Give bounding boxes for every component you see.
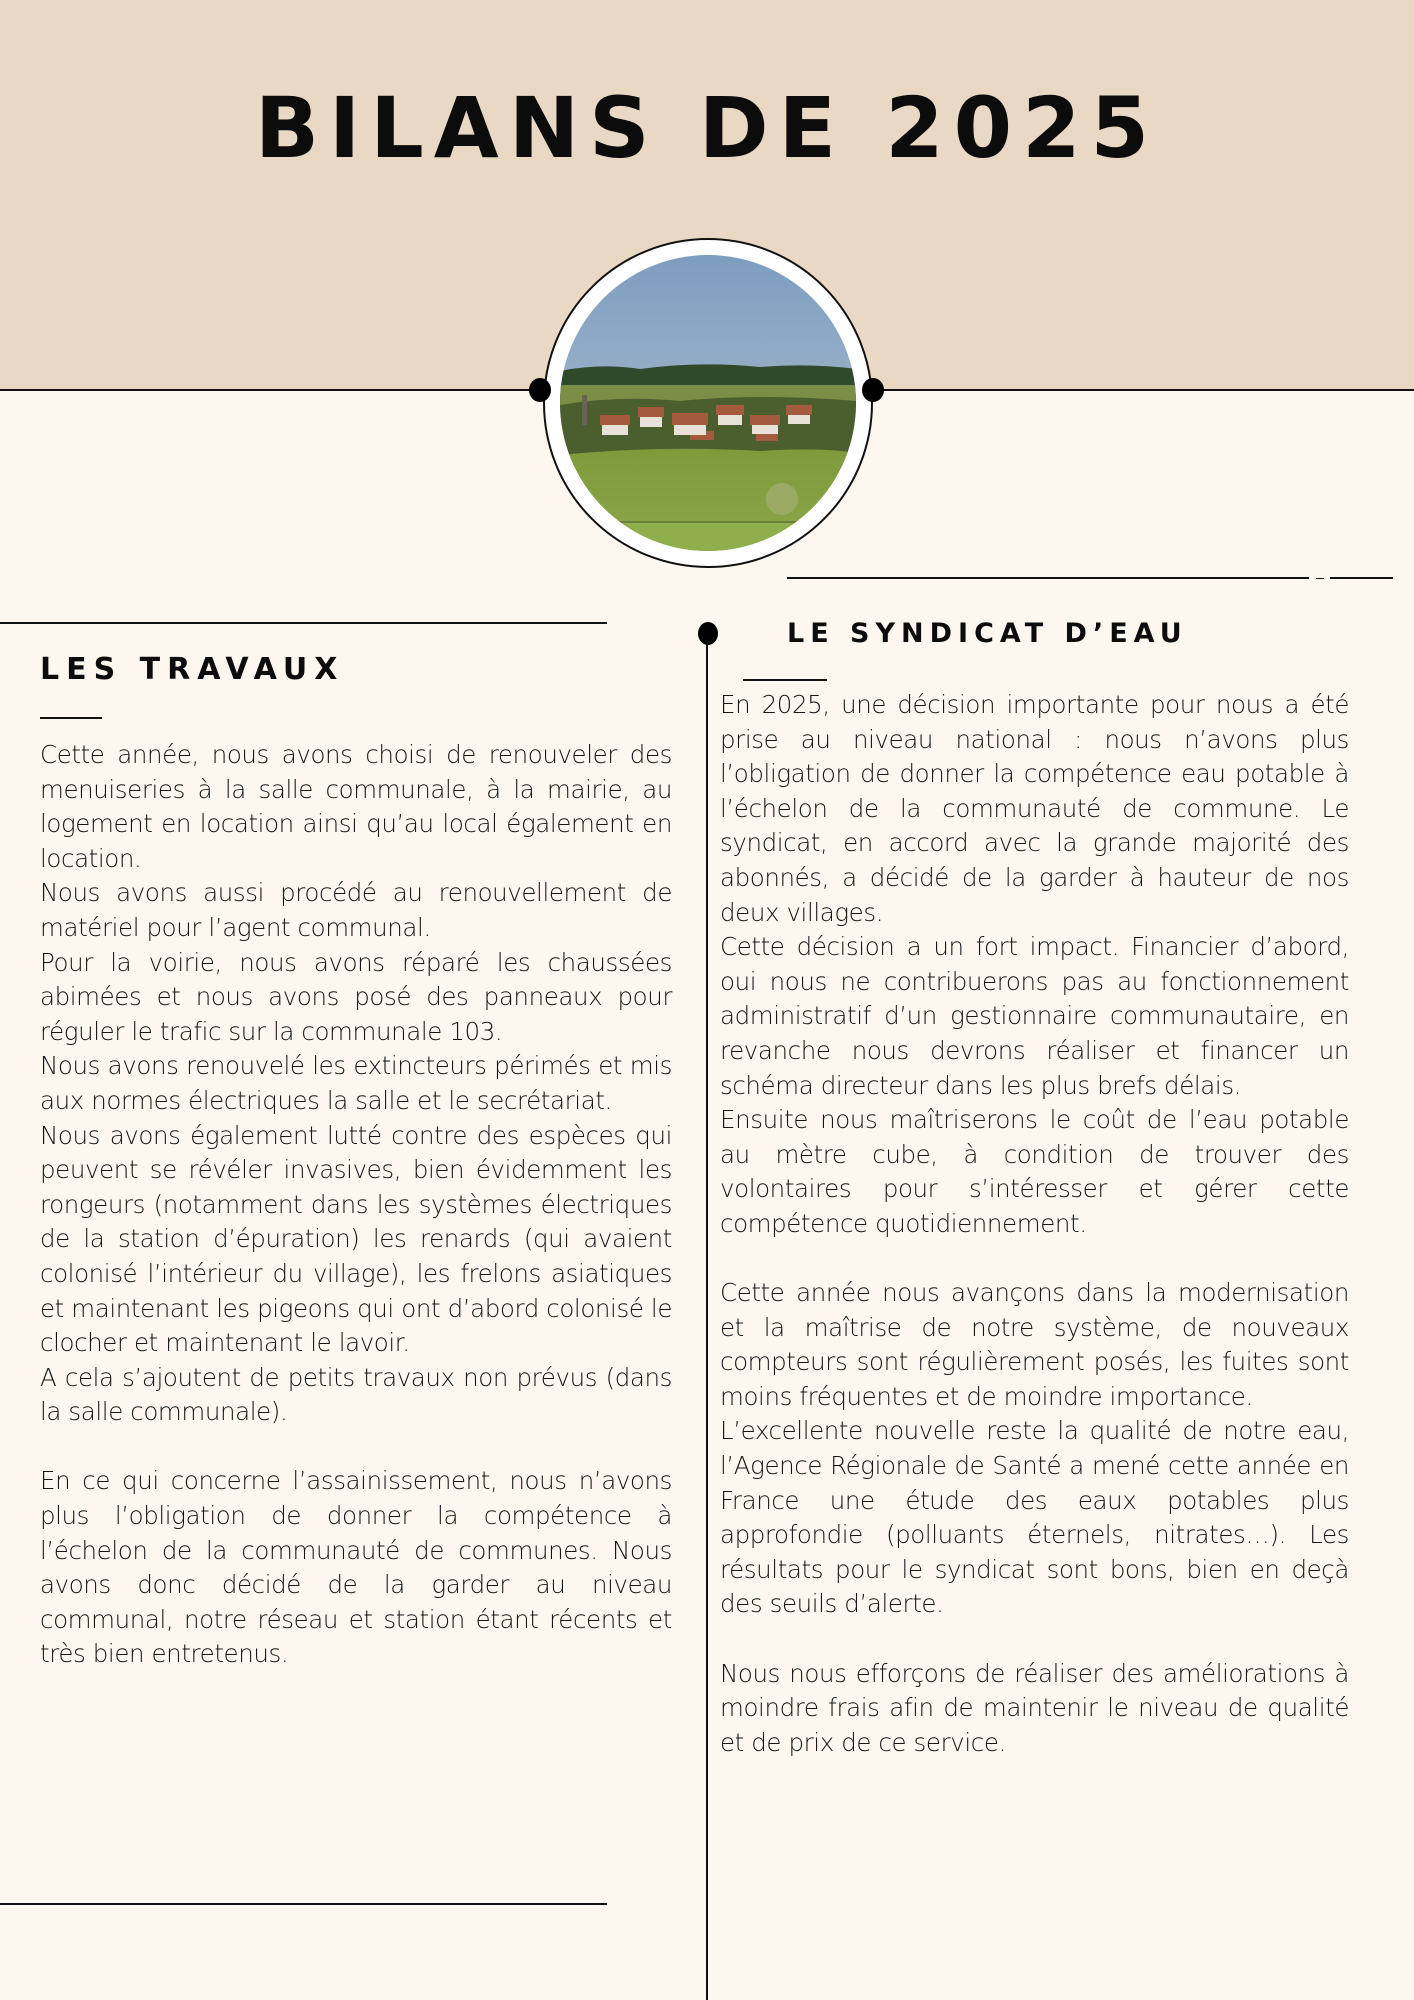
travaux-body (40, 738, 672, 1672)
section-heading-syndicat: LE SYNDICAT D’EAU (787, 618, 1188, 649)
landscape-image (560, 255, 856, 551)
travaux-paragraph: Pour la voirie, nous avons réparé les chaussées abimées et nous avons posé des panneaux pour réguler le trafic sur la communale 103. (40, 947, 672, 1046)
right-top-line-end (1330, 577, 1393, 579)
divider-top-dot (698, 622, 718, 645)
travaux-paragraph: Nous avons aussi procédé au renouvellement de matériel pour l’agent communal. (40, 878, 672, 942)
syndicat-body (720, 688, 1349, 1760)
right-top-line (787, 577, 1309, 579)
header-left-dot (529, 378, 551, 402)
syndicat-paragraph: Ensuite nous maîtriserons le coût de l’eau potable au mètre cube, à condition de trouver des volontaires pour s’intéresser et gérer cette compétence quotidiennement. (720, 1105, 1349, 1238)
syndicat-paragraph: Cette décision a un fort impact. Financier d’abord, oui nous ne contribuerons pas au fonctionnement administratif d’un gestionnaire communautaire, en revanche nous devrons réaliser et financer un schéma directeur dans les plus brefs délais. (720, 932, 1349, 1100)
village-photo (560, 255, 856, 551)
travaux-heading-underline (40, 717, 102, 719)
photo-frame (543, 238, 873, 568)
section-heading-travaux: LES TRAVAUX (40, 652, 345, 687)
header-right-dot (862, 378, 884, 402)
syndicat-paragraph: En 2025, une décision importante pour nous a été prise au niveau national : nous n’avons plus l’obligation de donner la compétence eau potable à l’échelon de la communauté de commune. Le syndicat, en accord avec la grande majorité des abonnés, a décidé de la garder à hauteur de nos deux villages. (720, 690, 1349, 927)
syndicat-heading-underline (743, 679, 827, 681)
travaux-paragraph: Cette année, nous avons choisi de renouveler des menuiseries à la salle communale, à la mairie, au logement en location ainsi qu’au local également en location. (40, 740, 672, 873)
left-top-line (0, 622, 607, 624)
travaux-paragraph: Nous avons renouvelé les extincteurs périmés et mis aux normes électriques la salle et le secrétariat. (40, 1051, 672, 1115)
travaux-paragraph: A cela s’ajoutent de petits travaux non prévus (dans la salle communale). (40, 1362, 672, 1427)
right-top-line-dash (1316, 578, 1324, 579)
syndicat-paragraph-conclusion: Nous nous efforçons de réaliser des améliorations à moindre frais afin de maintenir le niveau de qualité et de prix de ce service. (720, 1658, 1349, 1757)
page-title: BILANS DE 2025 (255, 79, 1159, 177)
column-divider (706, 640, 708, 2000)
travaux-paragraph: Nous avons également lutté contre des espèces qui peuvent se révéler invasives, bien évidemment les rongeurs (notamment dans les systèmes électriques de la station d’épuration) les renards (qui avaient colonisé l’intérieur du village), les frelons asiatiques et maintenant les pigeons qui ont d’abord colonisé le clocher et maintenant le lavoir. (40, 1120, 672, 1358)
syndicat-paragraph: L’excellente nouvelle reste la qualité de notre eau, l’Agence Régionale de Santé a mené cette année en France une étude des eaux potables plus approfondie (polluants éternels, nitrates…). Les résultats pour le syndicat sont bons, bien en deçà des seuils d’alerte. (720, 1416, 1349, 1619)
left-bottom-line (0, 1903, 607, 1905)
syndicat-paragraph: Cette année nous avançons dans la modernisation et la maîtrise de notre système, de nouveaux compteurs sont régulièrement posés, les fuites sont moins fréquentes et de moindre importance. (720, 1278, 1349, 1411)
travaux-paragraph-assainissement: En ce qui concerne l’assainissement, nous n’avons plus l’obligation de donner la compétence à l’échelon de la communauté de communes. Nous avons donc décidé de la garder au niveau communal, notre réseau et station étant récents et très bien entretenus. (40, 1466, 672, 1669)
